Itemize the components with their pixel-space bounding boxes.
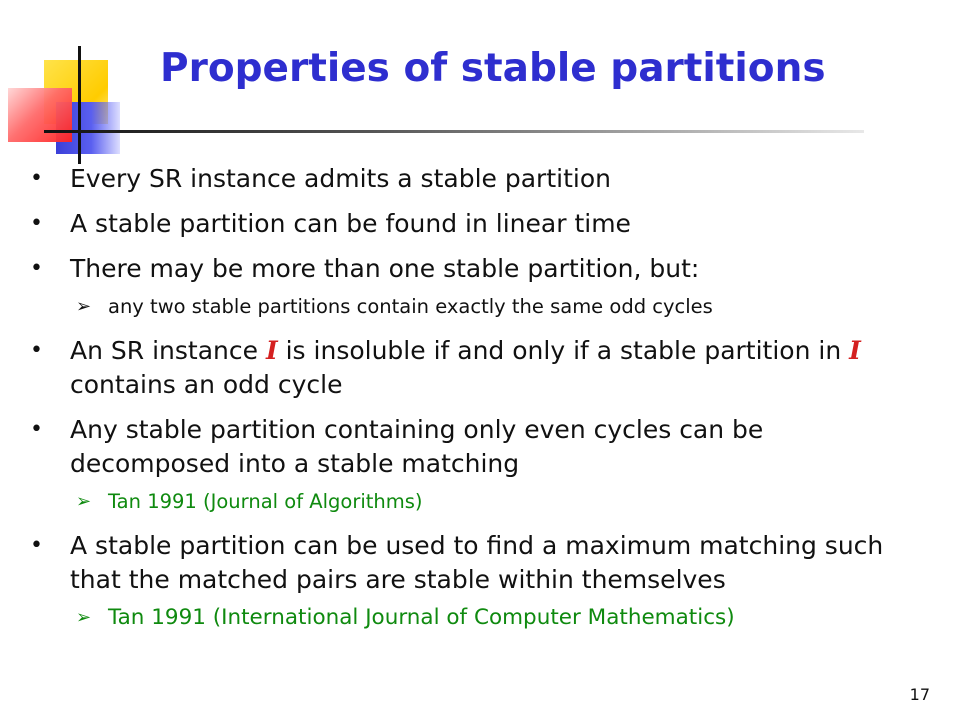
bullet-text-part: An SR instance bbox=[70, 336, 258, 365]
bullet-text: There may be more than one stable partition, but: bbox=[70, 254, 700, 283]
bullet-text: A stable partition can be found in linear time bbox=[70, 209, 631, 238]
bullet-icon: • bbox=[30, 338, 43, 363]
arrow-bullet-icon: ➢ bbox=[76, 491, 92, 512]
reference-text: Tan 1991 (Journal of Algorithms) bbox=[108, 490, 423, 513]
bullet-icon: • bbox=[30, 533, 43, 558]
bullet-item bbox=[30, 252, 920, 286]
title-underline bbox=[44, 130, 864, 133]
bullet-icon: • bbox=[30, 166, 43, 191]
bullet-item bbox=[30, 162, 920, 196]
bullet-text-part: contains an odd cycle bbox=[70, 370, 343, 399]
page-number: 17 bbox=[909, 685, 930, 704]
bullet-item bbox=[30, 529, 920, 597]
bullet-text bbox=[70, 336, 861, 399]
arrow-bullet-icon: ➢ bbox=[76, 296, 92, 317]
slide-title: Properties of stable partitions bbox=[160, 46, 826, 91]
bullet-icon: • bbox=[30, 211, 43, 236]
reference-sub-bullet bbox=[30, 604, 920, 632]
sub-bullet-item bbox=[30, 293, 920, 321]
decorative-vertical-line bbox=[78, 46, 81, 164]
sub-bullet-text: any two stable partitions contain exactly the same odd cycles bbox=[108, 295, 713, 318]
reference-text: Tan 1991 (International Journal of Computer Mathematics) bbox=[108, 605, 735, 630]
bullet-item bbox=[30, 413, 920, 481]
variable-i: I bbox=[849, 336, 861, 365]
bullet-text: A stable partition can be used to find a maximum matching such that the matched pairs are stable within themselves bbox=[70, 531, 884, 594]
arrow-bullet-icon: ➢ bbox=[76, 607, 92, 628]
bullet-icon: • bbox=[30, 256, 43, 281]
decorative-red-square bbox=[8, 88, 72, 142]
bullet-item bbox=[30, 334, 920, 402]
bullet-text: Every SR instance admits a stable partition bbox=[70, 164, 611, 193]
bullet-item bbox=[30, 207, 920, 241]
bullet-text-part: is insoluble if and only if a stable partition in bbox=[285, 336, 842, 365]
bullet-list bbox=[30, 162, 920, 645]
variable-i: I bbox=[265, 336, 278, 365]
bullet-icon: • bbox=[30, 417, 43, 442]
bullet-text: Any stable partition containing only even cycles can be decomposed into a stable matching bbox=[70, 415, 764, 478]
reference-sub-bullet bbox=[30, 488, 920, 516]
